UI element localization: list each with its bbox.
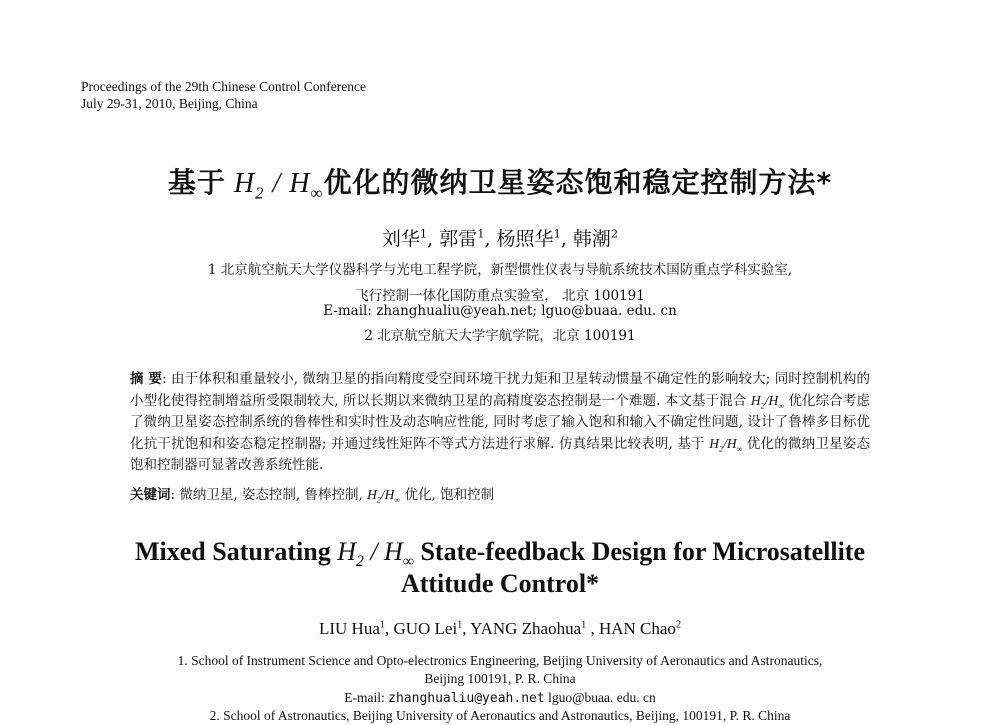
cn-abstract xyxy=(130,369,870,476)
en-email2: lguo@buaa. edu. cn xyxy=(548,690,656,705)
en-title-line1 xyxy=(0,536,1000,571)
proceedings-line2: July 29-31, 2010, Beijing, China xyxy=(81,96,258,111)
en-title-line2: Attitude Control* xyxy=(400,569,600,598)
cn-email2: lguo@buaa. edu. cn xyxy=(541,303,677,319)
en-author: YANG Zhaohua$^1$ xyxy=(470,619,587,638)
keywords-label: 关键词 xyxy=(130,487,171,503)
abstract-label: 摘 要 xyxy=(130,371,163,387)
abstract-text-3: 优化的微纳卫星姿态饱和控制器可显著改善系统性能. xyxy=(130,436,870,473)
cn-email1: zhanghualiu@yeah.net; xyxy=(376,303,537,319)
en-author: LIU Hua$^1$ xyxy=(318,619,385,638)
proceedings-line1: Proceedings of the 29th Chinese Control Conference xyxy=(81,79,366,94)
en-author: HAN Chao$^2$ xyxy=(598,619,682,638)
cn-title xyxy=(0,163,1000,204)
cn-keywords xyxy=(130,484,870,506)
cn-aff1-line2: 飞行控制一体化国防重点实验室， 北京 100191 xyxy=(355,288,645,304)
en-author: GUO Lei$^1$ xyxy=(393,619,463,638)
keywords-text-1: : 微纳卫星, 姿态控制, 鲁棒控制, xyxy=(170,487,363,503)
keywords-text-2: 优化, 饱和控制 xyxy=(404,487,495,503)
abstract-text-1: : 由于体积和重量较小, 微纳卫星的指向精度受空间环境干扰力矩和卫星转动惯量不确定性的影响较大; 同时控制机构的小型化使得控制增益所受限制较大, 所以长期以来微纳卫星的高精度姿态控制是一个难题. 本文基于混合 xyxy=(130,371,871,409)
cn-title-post: 优化的微纳卫星姿态饱和稳定控制方法* xyxy=(323,166,833,199)
en-aff2: 2. School of Astronautics, Beijing University of Aeronautics and Astronautics, Beijing, 100191, P. R. China xyxy=(209,708,791,723)
abstract-text-2: 优化综合考虑了微纳卫星姿态控制系统的鲁棒性和实时性及动态响应性能, 同时考虑了输入饱和和输入不确定性问题, 设计了鲁棒多目标优化抗干扰饱和和姿态稳定控制器; 并通过线性矩阵不等式方法进行求解. 仿真结果比较表明, 基于 xyxy=(130,393,871,452)
cn-email-line xyxy=(0,303,1000,319)
cn-title-math: $H_2 / H_\infty$ xyxy=(233,168,324,203)
cn-author: 郭雷$^1$ xyxy=(439,226,485,250)
en-email-label: E-mail: xyxy=(344,690,385,705)
en-email1: zhanghualiu@yeah.net xyxy=(388,691,545,706)
cn-email-label: E-mail: xyxy=(323,303,372,319)
abstract-math-2: $H_2/H_\infty$ xyxy=(709,436,743,454)
keywords-math: $H_2/H_\infty$ xyxy=(367,487,401,505)
en-title-pre: Mixed Saturating xyxy=(135,537,331,566)
cn-authors: 刘华$^1$, 郭雷$^1$, 杨照华$^1$, 韩潮$^2$ xyxy=(381,226,619,250)
cn-author: 杨照华$^1$ xyxy=(496,226,561,250)
cn-author: 刘华$^1$ xyxy=(381,226,428,250)
cn-aff2: 2 北京航空航天大学宇航学院，北京 100191 xyxy=(364,328,636,344)
en-title-post: State-feedback Design for Microsatellite xyxy=(420,537,865,566)
en-aff1-line1: 1. School of Instrument Science and Opto-electronics Engineering, Beijing University of Aeronautics and Astronautics, xyxy=(177,653,823,668)
en-title-math: $H_2 / H_\infty$ xyxy=(337,537,414,571)
cn-title-pre: 基于 xyxy=(167,166,226,199)
cn-aff1-line1: 1 北京航空航天大学仪器科学与光电工程学院，新型惯性仪表与导航系统技术国防重点学科实验室, xyxy=(207,262,793,278)
en-authors: LIU Hua$^1$, GUO Lei$^1$, YANG Zhaohua$^1$ , HAN Chao$^2$ xyxy=(318,619,682,638)
en-aff1-line2: Beijing 100191, P. R. China xyxy=(424,671,576,686)
en-email-line xyxy=(0,689,1000,708)
cn-author: 韩潮$^2$ xyxy=(572,226,619,250)
proceedings-header xyxy=(81,78,366,112)
abstract-math-1: $H_2/H_\infty$ xyxy=(750,393,785,411)
